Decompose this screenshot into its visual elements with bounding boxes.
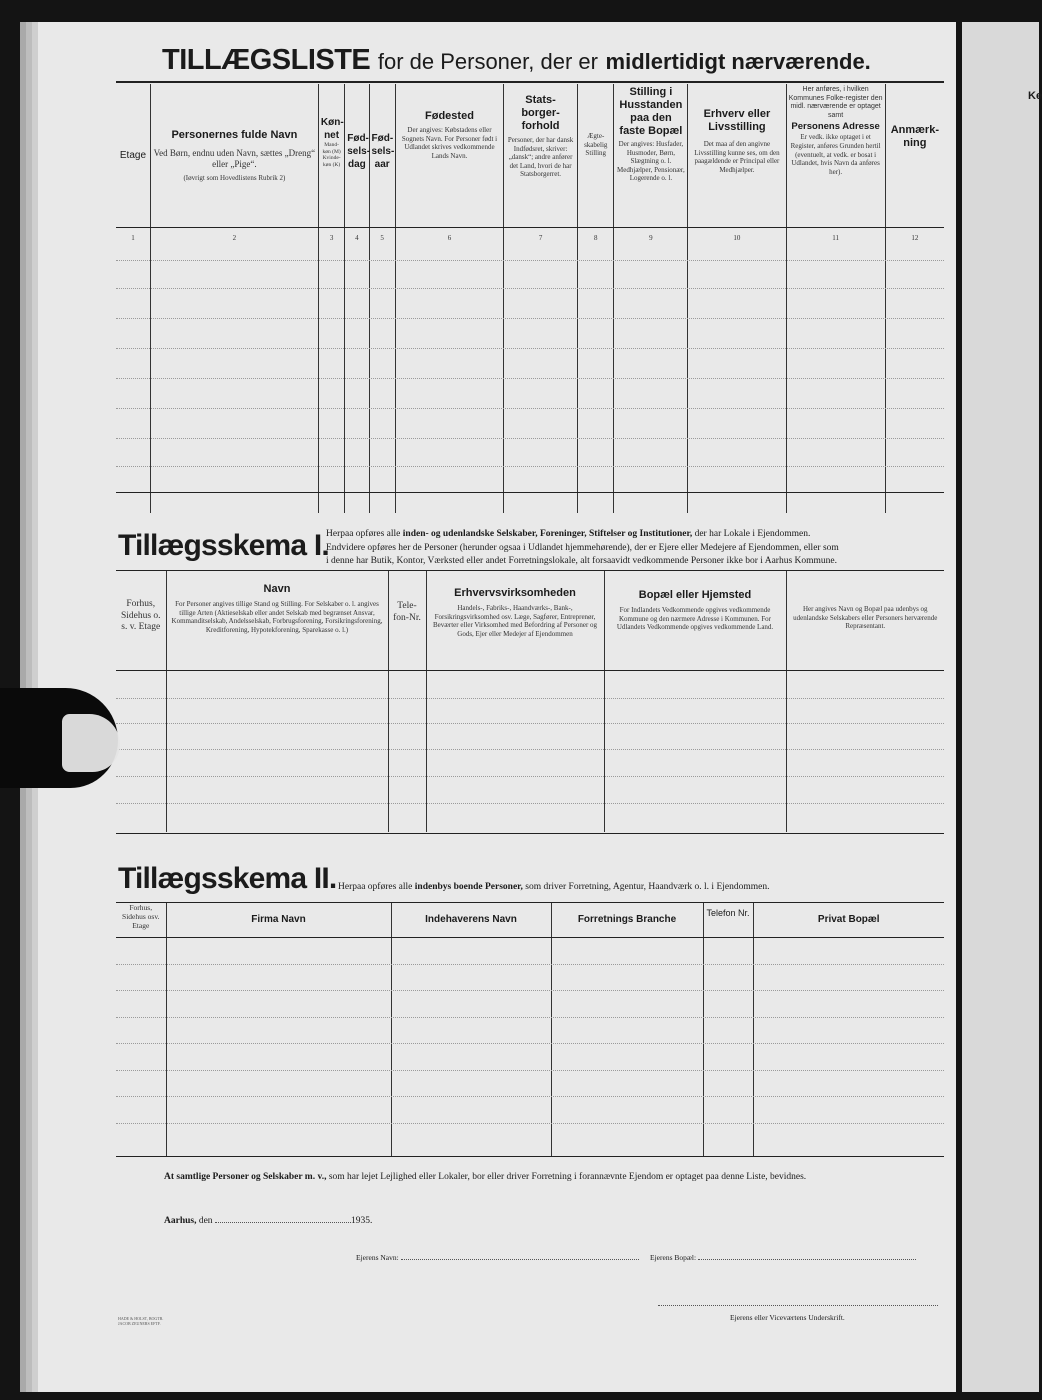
skema1-entry-area[interactable] xyxy=(116,670,166,832)
title-main: TILLÆGSLISTE xyxy=(162,44,371,76)
owner-address-field[interactable] xyxy=(698,1251,916,1260)
col-num-10: 10 xyxy=(733,234,741,242)
col3-header: Køn-net xyxy=(320,117,344,141)
skema2-intro: Herpaa opføres alle indenbys boende Personer, som driver Forretning, Agentur, Haandværk o. l. i Ejendommen. xyxy=(338,882,770,892)
form-page xyxy=(38,22,956,1392)
col8-sub: Ægte-skabelig Stilling xyxy=(584,132,608,158)
year: 1935. xyxy=(350,1216,373,1226)
col-num-4: 4 xyxy=(355,234,359,242)
col2-sub: Ved Børn, endnu uden Navn, sættes „Dreng“ eller „Pige“. xyxy=(153,147,316,169)
col12-header: Anmærk-ning xyxy=(890,124,939,149)
col11-pre: Her anføres, i hvilken Kommunes Folke-register den midl. nærværende er optaget samt xyxy=(788,86,883,119)
date-line: Aarhus, den 1935. xyxy=(164,1216,373,1226)
skema2-col4-header: Forretnings Branche xyxy=(577,914,677,925)
skema1-bottom-rule xyxy=(116,833,944,834)
skema1-intro-1: Herpaa opføres alle inden- og udenlandske Selskaber, Foreninger, Stiftelser og Institutioner, der har Lokale i Ejendommen. xyxy=(326,529,811,539)
col11-sub: Er vedk. ikke optaget i et Register, anføres Grunden hertil (eventuelt, at vedk. er bosat i Udlandet, hvis Navn da anføres her). xyxy=(790,133,881,176)
col11-header: Personens Adresse xyxy=(791,121,880,133)
col7-sub: Personer, der har dansk Indfødsret, skriver: „dansk“; andre anfører det Land, hvori de har Statsborgerret. xyxy=(507,136,574,179)
skema1-intro-2: Endvidere opføres her de Personer (herunder ogsaa i Udlandet hjemmehørende), der er Ejere eller Medejere af Ejendommen, eller som xyxy=(326,543,839,553)
title-rule xyxy=(116,81,944,83)
skema2-col3-header: Indehaverens Navn xyxy=(425,914,517,925)
skema2-col5-header: Telefon Nr. xyxy=(706,908,750,918)
title-part1: for de Personer, der er xyxy=(377,49,598,74)
skema1-col5-sub: For Indlandets Vedkommende opgives vedkommende Kommune og den nærmere Adresse i Kommunen. For Udlandets Vedkommende opgives vedkommende Land. xyxy=(616,606,774,632)
skema2-col6-header: Privat Bopæl xyxy=(817,914,880,925)
skema1-col1-header: Forhus, Sidehus o. s. v. Etage xyxy=(120,599,161,632)
place: Aarhus, xyxy=(164,1216,197,1226)
col4-header: Fød-sels-dag xyxy=(347,133,371,170)
attestation: At samtlige Personer og Selskaber m. v., som har lejet Lejlighed eller Lokaler, bor eller driver Forretning i forannævnte Ejendom er optaget paa denne Liste, bevidnes. xyxy=(164,1172,807,1182)
col-num-1: 1 xyxy=(131,234,135,242)
col9-header: Stilling i Husstanden paa den faste Bopæl xyxy=(619,86,683,137)
owner-address-label: Ejerens Bopæl: xyxy=(650,1253,697,1262)
skema1-header-rule xyxy=(116,670,944,671)
owner-name-line xyxy=(356,1251,639,1262)
skema2-table xyxy=(116,903,944,1157)
adjacent-page-text: Ke xyxy=(1028,90,1042,102)
owner-name-label: Ejerens Navn: xyxy=(356,1253,399,1262)
owner-address-line xyxy=(650,1251,916,1262)
skema2-col2-header: Firma Navn xyxy=(251,914,306,925)
skema2-header-rule xyxy=(116,937,944,938)
col-num-7: 7 xyxy=(538,234,543,242)
form-title xyxy=(162,44,871,77)
skema1-col4-header: Erhvervsvirksomheden xyxy=(454,587,576,599)
skema1-col3-header: Tele-fon-Nr. xyxy=(393,601,421,623)
title-part2: midlertidigt nærværende. xyxy=(605,49,871,74)
col-num-8: 8 xyxy=(593,234,598,242)
skema2-title: Tillægsskema II. xyxy=(118,862,337,895)
col9-sub: Der angives: Husfader, Husmoder, Børn, Slægtning o. l. Medhjælper, Pensionær, Logerende o. l. xyxy=(617,140,685,183)
col-num-6: 6 xyxy=(447,234,452,242)
tillaegsliste-table xyxy=(116,84,944,513)
skema1-col4-sub: Handels-, Fabriks-, Haandværks-, Bank-, Forsikringsvirksomhed osv. Læge, Sagfører, Entreprenør, Beværter eller Virksomhed med Befordring af Personer og Gods, Ejer eller Medejer af Ejendommen xyxy=(432,604,598,638)
col6-sub: Der angives: Købstadens eller Sognets Navn. For Personer født i Udlandet skrives vedkommende Lands Navn. xyxy=(401,126,498,160)
col10-header: Erhverv eller Livsstilling xyxy=(703,108,771,133)
skema2-entry-area[interactable] xyxy=(116,937,166,1157)
skema1-col2-sub: For Personer angives tillige Stand og Stilling. For Selskaber o. l. angives tillige Arten (Aktieselskab eller andet Selskab med begrænset Ansvar, Kommanditselskab, Andelsselskab, Forbrugsforening, Forsikringsforening, Kreditforening, Hypotekforening, Sparekasse o. l.) xyxy=(171,600,383,634)
col2-sub2: (Iøvrigt som Hovedlistens Rubrik 2) xyxy=(183,173,286,182)
col-num-11: 11 xyxy=(832,234,839,242)
col3-sub: Mand-køn (M) Kvinde-køn (K) xyxy=(322,142,341,168)
col-num-9: 9 xyxy=(649,234,653,242)
col7-header: Stats-borger-forhold xyxy=(521,94,560,132)
owner-name-field[interactable] xyxy=(401,1251,639,1260)
adjacent-page xyxy=(962,22,1042,1392)
table1-bottom-rule xyxy=(116,492,944,493)
signature-field[interactable] xyxy=(658,1305,938,1306)
date-field[interactable] xyxy=(215,1214,351,1223)
col1-header: Etage xyxy=(119,150,147,161)
col-num-3: 3 xyxy=(329,234,334,242)
signature-label: Ejerens eller Viceværtens Underskrift. xyxy=(730,1313,845,1322)
col2-header: Personernes fulde Navn xyxy=(171,128,298,141)
col5-header: Fød-sels-aar xyxy=(371,133,395,170)
skema2-bottom-rule xyxy=(116,1156,944,1157)
col10-sub: Det maa af den angivne Livsstilling kunne ses, om den paagældende er Principal eller Medhjælper. xyxy=(694,140,780,174)
table1-header-rule xyxy=(116,227,944,228)
skema1-table xyxy=(116,571,944,832)
col6-header: Fødested xyxy=(425,110,474,122)
skema2-col1-header: Forhus, Sidehus osv. Etage xyxy=(122,903,160,930)
skema1-col5-header: Bopæl eller Hjemsted xyxy=(638,589,752,601)
skema1-col6-sub: Her angives Navn og Bopæl paa udenbys og udenlandske Selskabers eller Personers herværende Repræsentant. xyxy=(793,605,938,631)
col-num-2: 2 xyxy=(232,234,237,242)
skema1-intro-3: i denne har Butik, Kontor, Værksted eller andet Forretningslokale, alt forsaavidt vedkommende Personer ikke bor i Aarhus Kommune. xyxy=(326,556,838,566)
finger-nail xyxy=(62,714,120,772)
printer-mark: HADE & HOLST, BOGTR. JACOB ZEUNERS EFTF. xyxy=(118,1316,164,1326)
col-num-12: 12 xyxy=(911,234,919,242)
skema1-col2-header: Navn xyxy=(263,583,291,595)
col-num-5: 5 xyxy=(380,234,384,242)
skema1-title: Tillægsskema I. xyxy=(118,529,329,562)
